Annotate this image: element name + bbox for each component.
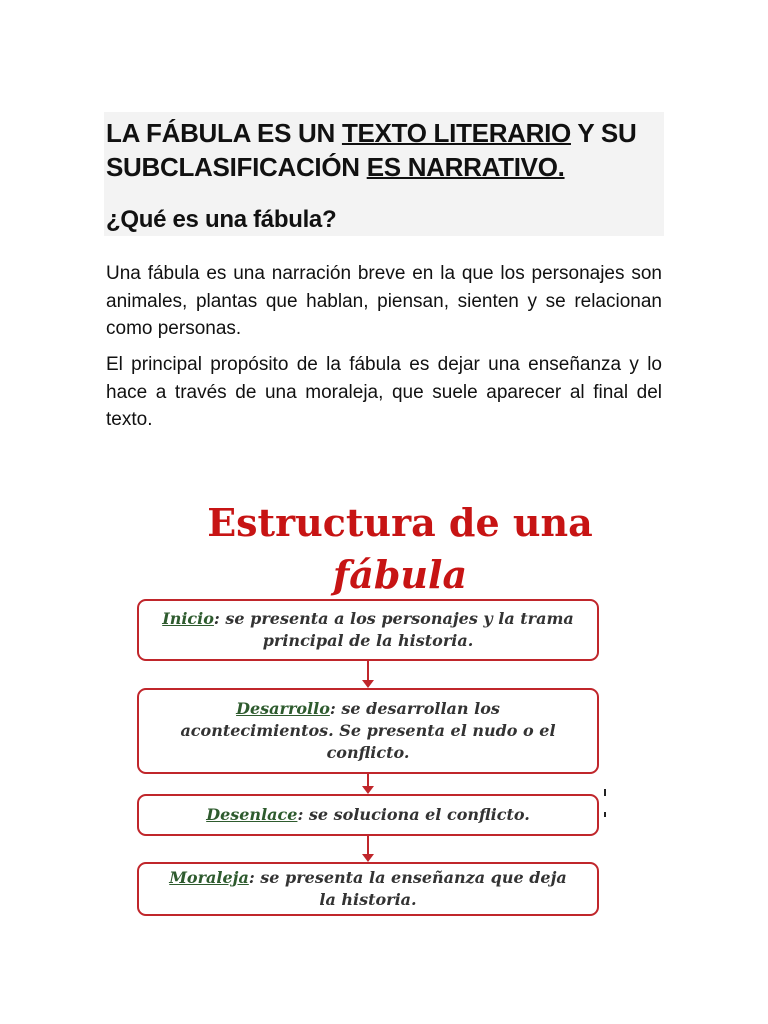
stray-mark — [604, 789, 606, 796]
step-text: : se presenta a los personajes y la trama principal de la historia. — [213, 609, 574, 650]
arrow-down-icon — [361, 774, 375, 794]
step-term: Desarrollo — [236, 699, 330, 718]
step-box-inicio — [137, 599, 599, 661]
step-term: Moraleja — [169, 868, 249, 887]
step-box-desenlace — [137, 794, 599, 836]
paragraph-definition: Una fábula es una narración breve en la que los personajes son animales, plantas que hablan, piensan, sienten y se relacionan como personas. — [106, 263, 662, 339]
step-text: : se soluciona el conflicto. — [297, 805, 530, 824]
step-term: Inicio — [162, 609, 214, 628]
title-underlined-1: TEXTO LITERARIO — [341, 118, 571, 148]
arrow-down-icon — [361, 836, 375, 862]
arrow-down-icon — [361, 661, 375, 688]
section-question: ¿Qué es una fábula? — [106, 206, 337, 233]
title-text-2: Y SU SUBCLASIFICACIÓN — [106, 118, 637, 182]
step-box-moraleja — [137, 862, 599, 916]
title-text-1: LA FÁBULA ES UN — [106, 118, 342, 148]
step-term: Desenlace — [206, 805, 298, 824]
stray-mark — [604, 812, 606, 817]
step-text: : se desarrollan los acontecimientos. Se presenta el nudo o el conflicto. — [180, 699, 556, 762]
title-underlined-2: ES NARRATIVO. — [366, 152, 565, 182]
paragraph-purpose: El principal propósito de la fábula es dejar una enseñanza y lo hace a través de una moraleja, que suele aparecer al final del texto. — [106, 354, 662, 430]
figure-title-line-2: fábula — [332, 552, 468, 597]
page-title — [106, 116, 666, 184]
step-text: : se presenta la enseñanza que deja la historia. — [248, 868, 567, 909]
step-box-desarrollo — [137, 688, 599, 774]
figure-title-line-1: Estructura de una — [207, 500, 593, 545]
